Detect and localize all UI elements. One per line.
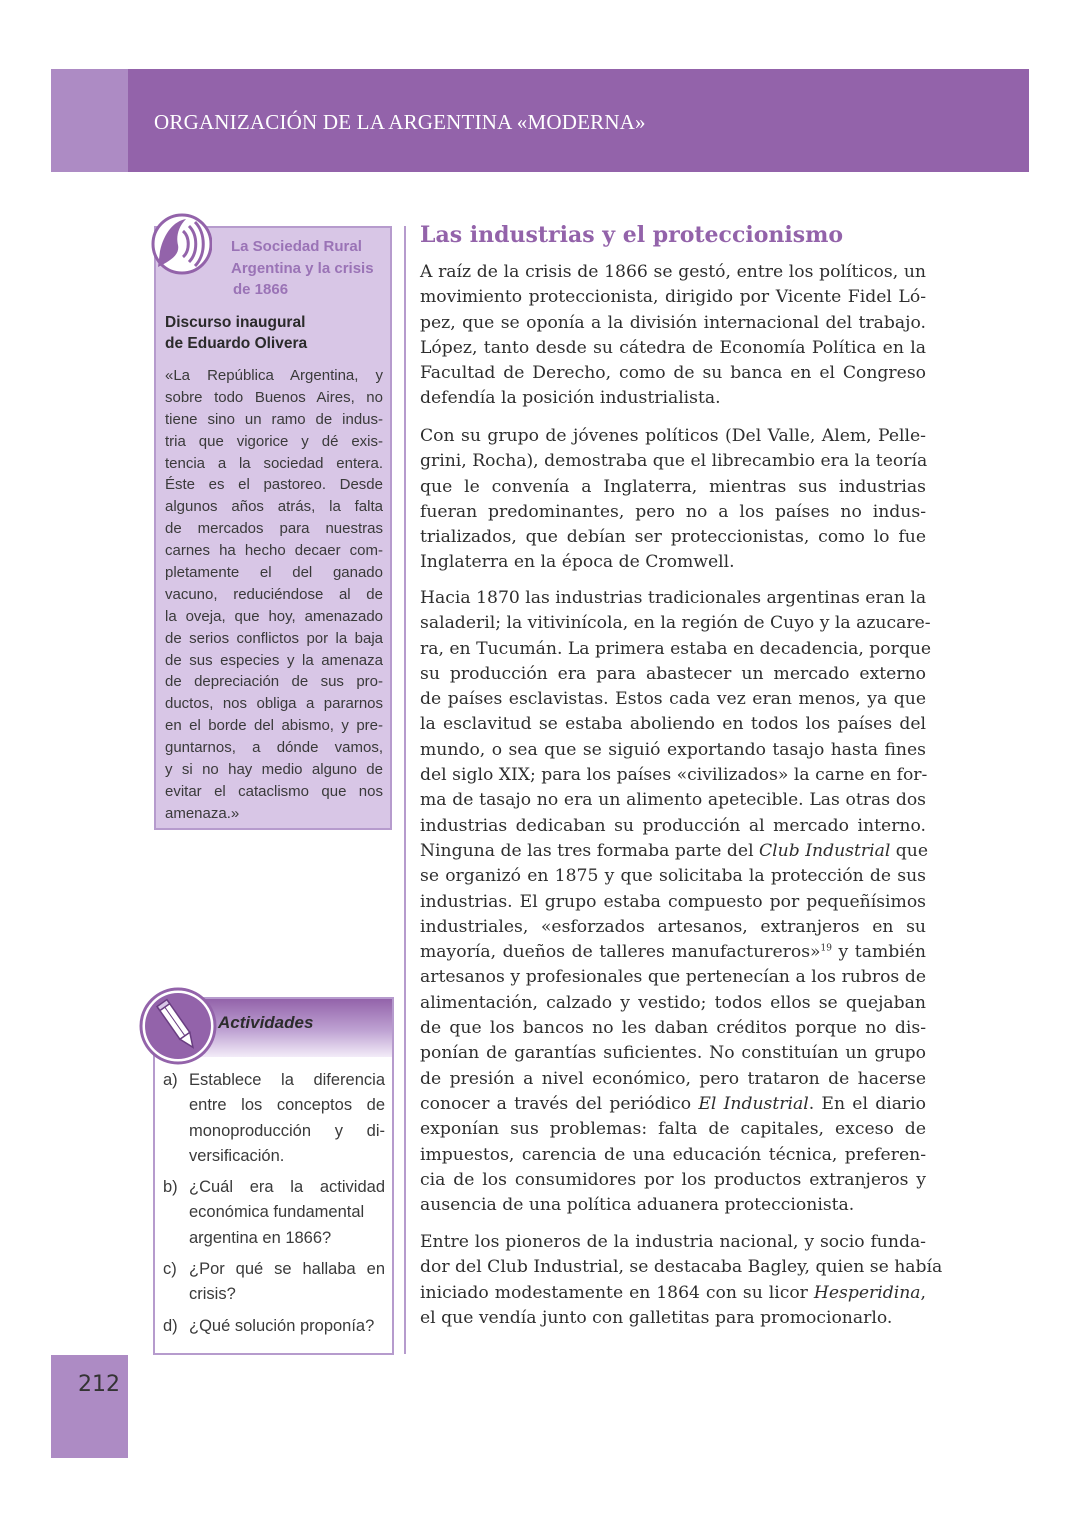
paragraph-3: Hacia 1870 las industrias tradicionales argentinas eran la saladeril; la vitivinícola, en la región de Cuyo y la azucare- ra, en Tucumán. La primera estaba en decadencia, porque su producción era para abastecer un mercado externo de países esclavistas. Estos cada vez eran menos, ya que la esclavitud se estaba aboliendo en todos los países del mundo, o sea que se siguió exportando tasajo hasta fines del siglo XIX; para los países «civilizados» la carne en for- ma de tasajo no era un alimento apetecible. Las otras dos industrias dedicaban su producción al mercado interno. Ninguna de las tres formaba parte del Club Industrial que se organizó en 1875 y que solicitaba la protección de sus industrias. El grupo estaba compuesto por pequeñísimos industriales, «esforzados artesanos, extranjeros en su mayoría, dueños de talleres manufactureros»$^{19}$ y también artesanos y profesionales que pertenecían a los rubros de alimentación, calzado y vestido; todos ellos se quejaban de que los bancos no les daban créditos porque no dis- ponían de garantías suficientes. No constituían un grupo de presión a nivel económico, pero trataron de hacerse conocer a través del periódico El Industrial. En el diario exponían sus problemas: falta de capitales, exceso de impuestos, carencia de una educación técnica, preferen- cia de los consumidores por los productos extranjeros y ausencia de una política aduanera proteccionista. [420,588,932,1216]
paragraph-2: Con su grupo de jóvenes políticos (Del Valle, Alem, Pelle- grini, Rocha), demostraba que el librecambio era la teoría que le convenía a Inglaterra, mientras sus industrias fueran predominantes, pero no a los países no indus- trializados, que debían ser proteccionistas, como lo fue Inglaterra en la época de Cromwell. [420,426,928,573]
page-number: 212 [78,1372,120,1397]
activity-item: a) Establece la diferencia entre los conceptos de monoproducción y di- versificación. [163,1071,385,1165]
paragraph-4: Entre los pioneros de la industria nacional, y socio funda- dor del Club Industrial, se destacaba Bagley, quien se había iniciado modestamente en 1864 con su licor Hesperidina, el que vendía junto con galletitas para promocionarlo. [420,1232,943,1328]
sidebar-subtitle: Discurso inaugural de Eduardo Olivera [165,314,308,352]
activity-item: b) ¿Cuál era la actividad económica fundamental argentina en 1866? [163,1178,385,1247]
footnote-marker: 19 [820,943,832,954]
header-tab [51,69,128,172]
activity-item: d) ¿Qué solución proponía? [163,1316,375,1335]
activities-title: Actividades [218,1013,314,1032]
pencil-icon [138,986,218,1066]
ear-icon [150,211,212,277]
sidebar-title: La Sociedad Rural Argentina y la crisis de 1866 [231,238,374,298]
activities-list [163,1068,385,1345]
page-number-tab [51,1355,128,1458]
chapter-title: ORGANIZACIÓN DE LA ARGENTINA «MODERNA» [154,110,646,134]
sidebar-quote: «La República Argentina, y sobre todo Buenos Aires, no tiene sino un ramo de indus- tria que vigorice y dé exis- tencia a la sociedad entera. Éste es el pastoreo. Desde algunos años atrás, la falta de mercados para nuestras carnes ha hecho decaer com- pletamente el del ganado vacuno, reduciéndose al de la oveja, que hoy, amenazado de serios conflictos por la baja de sus especies y la amenaza de depreciación de sus pro- ductos, nos obliga a pararnos en el borde del abismo, y pre- guntarnos, a dónde vamos, y si no hay medio alguno de evitar el cataclismo que nos amenaza.» [165,367,383,822]
section-title: Las industrias y el proteccionismo [420,222,844,248]
paragraph-1: A raíz de la crisis de 1866 se gestó, entre los políticos, un movimiento proteccionista, dirigido por Vicente Fidel Ló- pez, que se oponía a la división internacional del trabajo. López, tanto desde su cátedra de Economía Política en la Facultad de Derecho, como de su banca en el Congreso defendía la posición industrialista. [420,262,926,409]
column-divider [404,226,406,1354]
activity-item: c) ¿Por qué se hallaba en crisis? [163,1260,385,1304]
